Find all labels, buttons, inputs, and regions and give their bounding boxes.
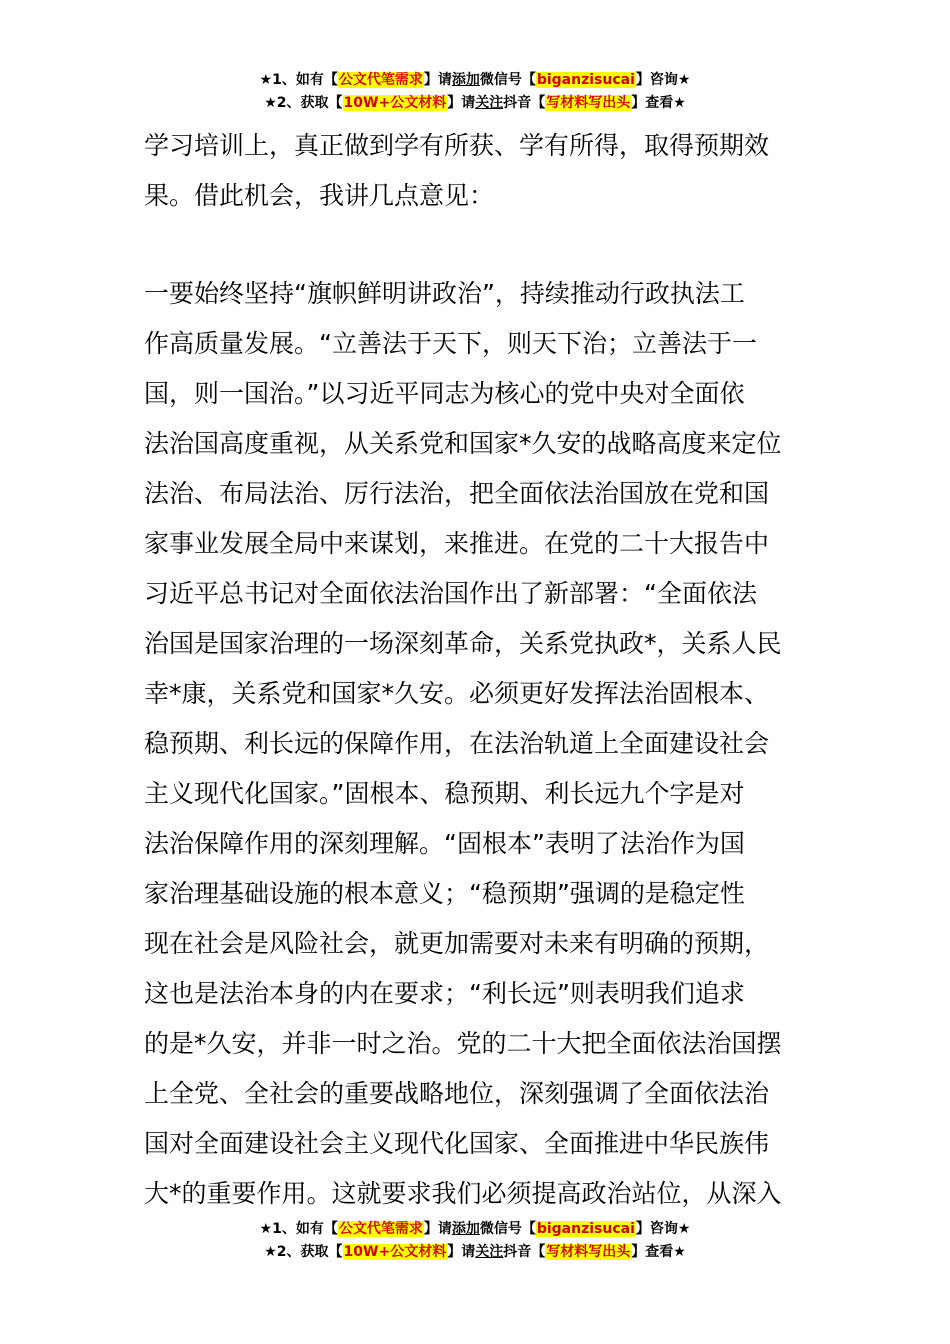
body-line: 稳预期、利长远的保障作用，在法治轨道上全面建设社会 <box>144 729 770 758</box>
body-line: 家治理基础设施的根本意义；“稳预期”强调的是稳定性 <box>144 879 745 908</box>
footer-banner-line-2 <box>0 1241 950 1264</box>
body-line: 法治、布局法治、厉行法治，把全面依法治国放在党和国 <box>144 479 770 508</box>
underlined-text: 添加 <box>451 1221 480 1237</box>
banner-text: 抖音【 <box>503 1244 546 1260</box>
banner-text: 】请 <box>447 1244 476 1260</box>
highlight-materials: 10W+公文材料 <box>343 1244 447 1260</box>
body-line: 上全党、全社会的重要战略地位，深刻强调了全面依法治 <box>144 1079 770 1108</box>
body-line: 国，则一国治。”以习近平同志为核心的党中央对全面依 <box>144 379 745 408</box>
body-line: 法治国高度重视，从关系党和国家*久安的战略高度来定位 <box>144 429 782 458</box>
body-line: 果。借此机会，我讲几点意见： <box>144 181 495 210</box>
banner-text: 】查看 <box>631 1244 674 1260</box>
banner-text: 】请 <box>423 1221 452 1237</box>
body-line: 治国是国家治理的一场深刻革命，关系党执政*，关系人民 <box>144 629 782 658</box>
body-line: 一要始终坚持“旗帜鲜明讲政治”，持续推动行政执法工 <box>144 279 745 308</box>
banner-text: 微信号【 <box>479 72 536 88</box>
star-icon: ★ <box>259 1221 273 1237</box>
header-banner-line-2 <box>0 92 950 115</box>
banner-text: 抖音【 <box>503 95 546 111</box>
body-line: 家事业发展全局中来谋划，来推进。在党的二十大报告中 <box>144 529 770 558</box>
footer-banner <box>0 1218 950 1264</box>
body-line: 大*的重要作用。这就要求我们必须提高政治站位，从深入 <box>144 1179 782 1208</box>
highlight-wechat-id: biganzisucai <box>536 72 635 88</box>
underlined-text: 添加 <box>451 72 480 88</box>
star-icon: ★ <box>677 72 691 88</box>
body-line: 学习培训上，真正做到学有所获、学有所得，取得预期效 <box>144 131 770 160</box>
body-line: 国对全面建设社会主义现代化国家、全面推进中华民族伟 <box>144 1129 770 1158</box>
underlined-text: 关注 <box>475 1244 504 1260</box>
highlight-douyin-account: 写材料写出头 <box>546 1244 631 1260</box>
body-line: 主义现代化国家。”固根本、稳预期、利长远九个字是对 <box>144 779 745 808</box>
star-icon: ★ <box>673 1244 686 1260</box>
document-body <box>144 121 806 1219</box>
body-line: 现在社会是风险社会，就更加需要对未来有明确的预期， <box>144 929 770 958</box>
banner-text: 】咨询 <box>635 72 678 88</box>
banner-text: 】请 <box>423 72 452 88</box>
star-icon: ★ <box>677 1221 691 1237</box>
body-line: 这也是法治本身的内在要求；“利长远”则表明我们追求 <box>144 979 745 1008</box>
banner-text: 微信号【 <box>479 1221 536 1237</box>
banner-text: 2、获取【 <box>276 1244 343 1260</box>
footer-banner-line-1 <box>0 1218 950 1241</box>
body-line: 的是*久安，并非一时之治。党的二十大把全面依法治国摆 <box>144 1029 782 1058</box>
highlight-service: 公文代笔需求 <box>338 72 423 88</box>
body-line: 作高质量发展。“立善法于天下，则天下治；立善法于一 <box>144 329 757 358</box>
banner-text: 1、如有【 <box>272 1221 338 1237</box>
banner-text: 】请 <box>447 95 476 111</box>
banner-text: 1、如有【 <box>272 72 338 88</box>
star-icon: ★ <box>673 95 686 111</box>
star-icon: ★ <box>259 72 273 88</box>
highlight-materials: 10W+公文材料 <box>343 95 447 111</box>
highlight-wechat-id: biganzisucai <box>536 1221 635 1237</box>
header-banner-line-1 <box>0 69 950 92</box>
star-icon: ★ <box>264 1244 277 1260</box>
banner-text: 】咨询 <box>635 1221 678 1237</box>
underlined-text: 关注 <box>475 95 504 111</box>
header-banner <box>0 69 950 115</box>
banner-text: 】查看 <box>631 95 674 111</box>
highlight-douyin-account: 写材料写出头 <box>546 95 631 111</box>
body-line: 法治保障作用的深刻理解。“固根本”表明了法治作为国 <box>144 829 745 858</box>
paragraph-gap <box>144 221 806 269</box>
star-icon: ★ <box>264 95 277 111</box>
banner-text: 2、获取【 <box>276 95 343 111</box>
body-line: 幸*康，关系党和国家*久安。必须更好发挥法治固根本、 <box>144 679 770 708</box>
body-line: 习近平总书记对全面依法治国作出了新部署：“全面依法 <box>144 579 757 608</box>
highlight-service: 公文代笔需求 <box>338 1221 423 1237</box>
